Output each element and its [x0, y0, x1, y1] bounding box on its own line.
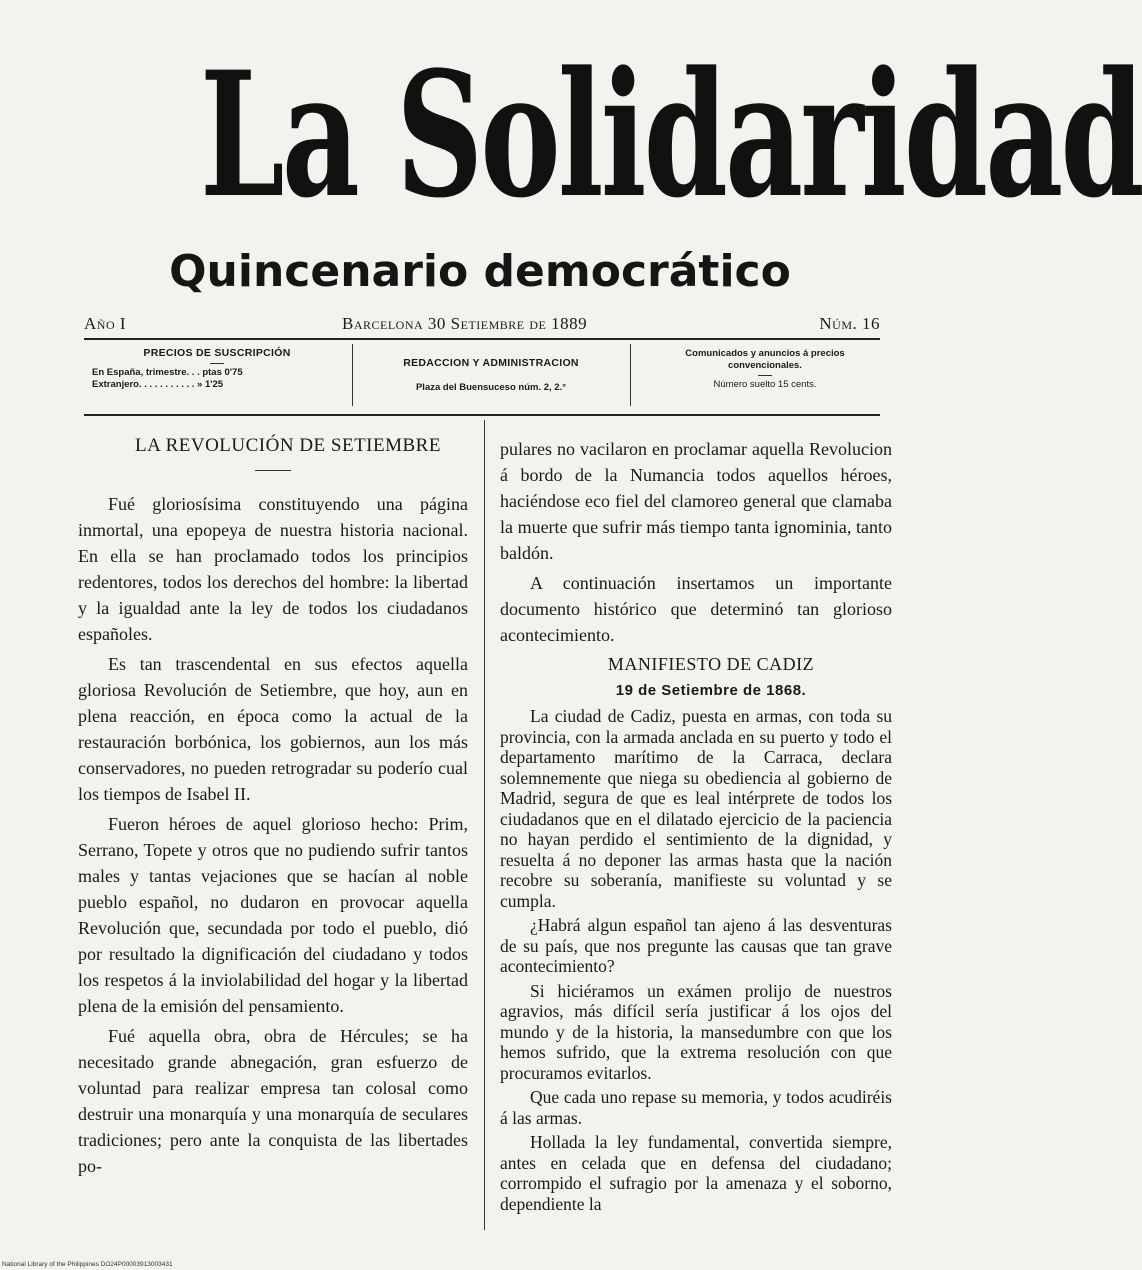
manifesto-body: [500, 706, 892, 1214]
administration-address: Plaza del Buensuceso núm. 2, 2.°: [415, 382, 567, 393]
left-column: [78, 432, 468, 1183]
masthead-subtitle: Quincenario democrático: [169, 246, 791, 297]
subscription-line: Extranjero. . . . . . . . . . . » 1'25: [92, 379, 224, 390]
administration-box: [362, 346, 620, 404]
header-rule-top: [84, 338, 880, 340]
column-divider: [484, 420, 485, 1230]
title-ornament: [255, 470, 291, 471]
issue-number: Núm. 16: [819, 314, 880, 333]
manifesto-paragraph: Hollada la ley fundamental, convertida siempre, antes en celada que en defensa del ciudadano; corrompido el sufragio por la amenaza y el soborno, dependiente la: [500, 1132, 892, 1214]
article-paragraph: Fueron héroes de aquel glorioso hecho: Prim, Serrano, Topete y otros que no pudiendo sufrir tantos males y tantas vejaciones que se hacían al noble pueblo español, no dudaron en provocar aquella Revolución que, secundada por todo el pueblo, dió por resultado la dignificación del ciudadano y todos los respetos á la inviolabilidad del hogar y la libertad plena de la emisión del pensamiento.: [78, 814, 468, 1016]
notices-box: [652, 346, 878, 404]
subscription-heading: PRECIOS DE SUSCRIPCIÓN: [143, 347, 291, 359]
manifesto-title: MANIFIESTO DE CADIZ: [607, 654, 815, 674]
article-paragraph: pulares no vacilaron en proclamar aquella Revolucion á bordo de la Numancia todos aquellos héroes, haciéndose eco fiel del clamoreo general que clamaba la muerte que sufrir más tiempo tanta ignominia, tanto baldón.: [500, 439, 892, 563]
notices-line: Número suelto 15 cents.: [713, 379, 817, 390]
masthead-title: La Solidaridad: [200, 33, 1142, 236]
info-divider: [352, 344, 353, 406]
article-paragraph: A continuación insertamos un importante documento histórico que determinó tan glorioso acontecimiento.: [500, 573, 892, 645]
right-column: [500, 436, 892, 1218]
subscription-line: En España, trimestre. . . ptas 0'75: [92, 367, 243, 378]
archive-footer: National Library of the Philippines DO24P00003913003431: [2, 1261, 173, 1268]
dateline: [84, 312, 880, 336]
notices-line: Comunicados y anuncios á precios convencionales.: [685, 348, 845, 371]
manifesto-paragraph: Si hiciéramos un exámen prolijo de nuestros agravios, más difícil sería justificar á los ojos del mundo y de la historia, la mansedumbre con que los hemos sufrido, que la extrema resolución con que procuramos evitarlos.: [500, 980, 892, 1083]
article-paragraph: Es tan trascendental en sus efectos aquella gloriosa Revolución de Setiembre, que hoy, aun en plena reacción, en época como la actual de la restauración borbónica, los gobiernos, aun los más conservadores, no pueden retrogradar su poderío cual los tiempos de Isabel II.: [78, 654, 468, 804]
issue-year: Año I: [84, 314, 127, 333]
header-rule-bottom: [84, 414, 880, 416]
article-title: LA REVOLUCIÓN DE SETIEMBRE: [135, 435, 441, 456]
manifesto-paragraph: Que cada uno repase su memoria, y todos acudiréis á las armas.: [500, 1087, 892, 1128]
article-paragraph: Fué aquella obra, obra de Hércules; se ha necesitado grande abnegación, gran esfuerzo de voluntad para realizar empresa tan colosal como destruir una monarquía y una monarquía de seculares tradiciones; pero ante la conquista de las libertades po-: [78, 1026, 468, 1176]
info-divider: [630, 344, 631, 406]
issue-city-date: Barcelona 30 Setiembre de 1889: [342, 314, 588, 333]
manifesto-date: 19 de Setiembre de 1868.: [615, 682, 807, 699]
ornament-dash: [758, 375, 772, 376]
article-paragraph: Fué gloriosísima constituyendo una página inmortal, una epopeya de nuestra historia nacional. En ella se han proclamado todos los principios redentores, todos los derechos del hombre: la libertad y la igualdad ante la ley de todos los ciudadanos españoles.: [78, 494, 468, 644]
manifesto-paragraph: La ciudad de Cadiz, puesta en armas, con toda su provincia, con la armada anclada en su puerto y todo el departamento marítimo de la Carraca, declara solemnemente que niega su obediencia al gobierno de Madrid, segura de que es leal intérprete de todos los ciudadanos que en el dilatado ejercicio de la paciencia no hayan perdido el sentimiento de la dignidad, y resuelta á no deponer las armas hasta que la nación recobre su soberanía, manifieste su voluntad y se cumpla.: [500, 706, 892, 911]
manifesto-paragraph: ¿Habrá algun español tan ajeno á las desventuras de su país, que nos pregunte las causas que tan grave acontecimiento?: [500, 915, 892, 976]
administration-heading: REDACCION Y ADMINISTRACION: [403, 357, 579, 369]
subscription-box: [92, 346, 342, 404]
ornament-dash: [210, 363, 224, 364]
